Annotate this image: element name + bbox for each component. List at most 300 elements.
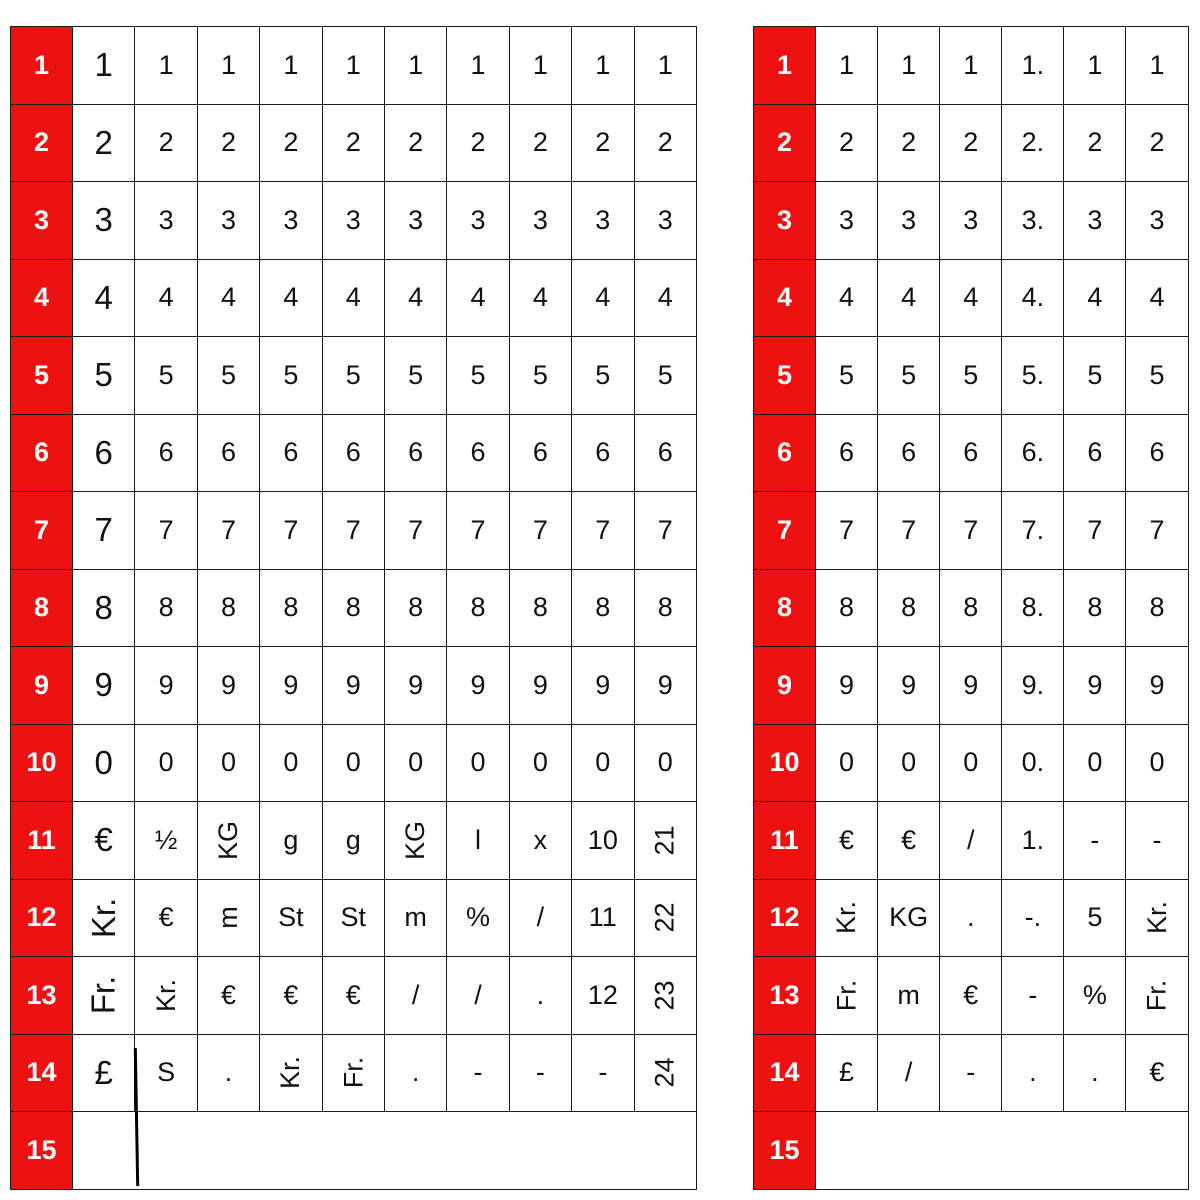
cell-text: 2: [94, 123, 113, 161]
cell-text: 4: [839, 282, 855, 313]
table-cell: [940, 569, 1002, 647]
cell-text: -: [966, 1057, 976, 1088]
cell-text: 4: [345, 282, 361, 313]
cell-text: 7: [158, 514, 174, 545]
cell-text: 1: [345, 49, 361, 80]
cell-text: 4.: [1021, 282, 1045, 313]
table-cell: [816, 724, 878, 802]
table-cell: [509, 724, 571, 802]
cell-text: 5: [408, 359, 424, 390]
table-cell: [509, 1034, 571, 1112]
cell-text: 0: [1087, 747, 1103, 778]
table-cell: [634, 1034, 696, 1112]
table-cell: [878, 957, 940, 1035]
cell-text: €: [220, 979, 236, 1010]
table-cell: [1002, 104, 1064, 182]
table-cell: [260, 27, 322, 105]
cell-text: .: [536, 979, 545, 1010]
cell-text: €: [158, 902, 174, 933]
cell-text: 1.: [1021, 824, 1045, 855]
row-number: 11: [754, 802, 816, 880]
cell-text: 3: [839, 204, 855, 235]
cell-text: 0: [901, 747, 917, 778]
table-cell: [260, 647, 322, 725]
cell-text: 5: [595, 359, 611, 390]
table-cell: [816, 414, 878, 492]
cell-text: 8: [283, 592, 299, 623]
cell-text: 5.: [1021, 359, 1045, 390]
cell-text: 4: [963, 282, 979, 313]
cell-text: 0: [470, 747, 486, 778]
table-cell: [73, 337, 135, 415]
row-number: 8: [754, 569, 816, 647]
table-cell: [509, 104, 571, 182]
table-cell: [447, 104, 509, 182]
table-cell: [572, 104, 634, 182]
table-cell: [1064, 957, 1126, 1035]
cell-text: 1: [94, 46, 113, 84]
cell-text: 9: [1149, 669, 1165, 700]
cell-text: 7: [1149, 514, 1165, 545]
table-cell: [940, 337, 1002, 415]
table-cell: [878, 337, 940, 415]
cell-text: 9: [408, 669, 424, 700]
table-cell: [878, 569, 940, 647]
table-cell: [509, 569, 571, 647]
table-cell: [197, 104, 259, 182]
table-cell: [572, 337, 634, 415]
table-cell: [135, 259, 197, 337]
table-cell: [1064, 182, 1126, 260]
table-cell: [447, 259, 509, 337]
table-cell: [940, 27, 1002, 105]
cell-text: 9: [963, 669, 979, 700]
table-cell: [197, 957, 259, 1035]
table-cell: [135, 1034, 197, 1112]
table-cell: [1126, 259, 1188, 337]
table-row: [11, 569, 697, 647]
table-cell: [816, 259, 878, 337]
table-cell: [384, 259, 446, 337]
table-cell: [73, 414, 135, 492]
cell-text: 3: [657, 204, 673, 235]
cell-text: ½: [154, 824, 178, 855]
table-cell: [260, 492, 322, 570]
table-row: [754, 182, 1189, 260]
table-cell: [384, 569, 446, 647]
table-cell: [572, 1034, 634, 1112]
table-row: [754, 104, 1189, 182]
cell-text: 0: [839, 747, 855, 778]
row-number: 4: [754, 259, 816, 337]
table-cell: [1126, 569, 1188, 647]
table-cell: [73, 1034, 135, 1112]
cell-text: 0: [657, 747, 673, 778]
table-cell: [73, 879, 135, 957]
empty-row-cell: [73, 1112, 697, 1190]
table-cell: [135, 957, 197, 1035]
cell-text: 8: [345, 592, 361, 623]
cell-text: 4: [94, 278, 113, 316]
row-number: 13: [754, 957, 816, 1035]
table-cell: [384, 492, 446, 570]
cell-text: .: [966, 902, 975, 933]
cell-text: 3: [345, 204, 361, 235]
cell-text: 6: [408, 437, 424, 468]
cell-text: KG: [400, 820, 431, 860]
cell-text: %: [466, 902, 491, 933]
cell-text: 6: [220, 437, 236, 468]
cell-text: 6: [901, 437, 917, 468]
table-cell: [447, 27, 509, 105]
cell-text: 0: [158, 747, 174, 778]
table-cell: [878, 647, 940, 725]
table-cell: [940, 879, 1002, 957]
table-cell: [384, 724, 446, 802]
table-row: [11, 337, 697, 415]
table-cell: [1064, 27, 1126, 105]
cell-text: 1: [963, 49, 979, 80]
cell-text: 5: [532, 359, 548, 390]
table-cell: [447, 647, 509, 725]
cell-text: 3: [901, 204, 917, 235]
table-cell: [322, 569, 384, 647]
table-cell: [634, 259, 696, 337]
cell-text: 2: [657, 127, 673, 158]
row-number: 13: [11, 957, 73, 1035]
cell-text: 1: [839, 49, 855, 80]
table-cell: [1002, 1034, 1064, 1112]
row-number: 4: [11, 259, 73, 337]
cell-text: 7: [283, 514, 299, 545]
cell-text: €: [963, 979, 979, 1010]
table-cell: [384, 337, 446, 415]
cell-text: 8: [839, 592, 855, 623]
table-cell: [384, 879, 446, 957]
table-cell: [260, 879, 322, 957]
cell-text: 7: [94, 511, 113, 549]
table-cell: [634, 802, 696, 880]
cell-text: 4: [595, 282, 611, 313]
cell-text: 4: [158, 282, 174, 313]
cell-text: 0: [345, 747, 361, 778]
table-cell: [1126, 414, 1188, 492]
table-cell: [197, 879, 259, 957]
table-cell: [1064, 724, 1126, 802]
table-row: [754, 1112, 1189, 1190]
table-cell: [940, 1034, 1002, 1112]
cell-text: g: [345, 824, 361, 855]
table-cell: [73, 724, 135, 802]
cell-text: 5: [220, 359, 236, 390]
table-row: [11, 182, 697, 260]
cell-text: 9: [657, 669, 673, 700]
table-cell: [1126, 724, 1188, 802]
cell-text: 4: [657, 282, 673, 313]
table-cell: [634, 414, 696, 492]
cell-text: 3: [283, 204, 299, 235]
row-number: 5: [11, 337, 73, 415]
cell-text: 24: [649, 1057, 680, 1088]
cell-text: 8: [1087, 592, 1103, 623]
cell-text: Kr.: [150, 978, 181, 1012]
table-cell: [940, 104, 1002, 182]
table-cell: [260, 1034, 322, 1112]
table-row: [754, 414, 1189, 492]
table-cell: [572, 802, 634, 880]
row-number: 14: [11, 1034, 73, 1112]
table-row: [754, 647, 1189, 725]
cell-text: 5: [345, 359, 361, 390]
cell-text: €: [901, 824, 917, 855]
table-row: [754, 569, 1189, 647]
table-cell: [73, 182, 135, 260]
cell-text: 1: [595, 49, 611, 80]
table-cell: [1126, 1034, 1188, 1112]
table-cell: [1064, 337, 1126, 415]
table-cell: [572, 27, 634, 105]
table-cell: [572, 957, 634, 1035]
cell-text: 9: [595, 669, 611, 700]
table-row: [11, 724, 697, 802]
table-cell: [509, 337, 571, 415]
table-cell: [1126, 182, 1188, 260]
cell-text: m: [212, 906, 243, 929]
table-cell: [940, 647, 1002, 725]
table-cell: [634, 337, 696, 415]
table-row: [11, 259, 697, 337]
table-cell: [1064, 492, 1126, 570]
cell-text: 2: [1087, 127, 1103, 158]
table-cell: [322, 104, 384, 182]
table-cell: [572, 569, 634, 647]
table-cell: [816, 337, 878, 415]
table-cell: [1002, 259, 1064, 337]
cell-text: 2: [963, 127, 979, 158]
row-number: 7: [11, 492, 73, 570]
cell-text: 6: [345, 437, 361, 468]
cell-text: 6: [1149, 437, 1165, 468]
table-cell: [384, 414, 446, 492]
cell-text: 7: [408, 514, 424, 545]
table-cell: [260, 724, 322, 802]
table-cell: [816, 957, 878, 1035]
cell-text: 8.: [1021, 592, 1045, 623]
table-cell: [197, 182, 259, 260]
cell-text: 8: [532, 592, 548, 623]
cell-text: 1: [408, 49, 424, 80]
table-cell: [634, 492, 696, 570]
table-cell: [878, 27, 940, 105]
cell-text: 2: [220, 127, 236, 158]
row-number: 10: [11, 724, 73, 802]
cell-text: 2: [158, 127, 174, 158]
table-cell: [1002, 337, 1064, 415]
table-cell: [816, 104, 878, 182]
cell-text: 1: [283, 49, 299, 80]
cell-text: /: [474, 979, 482, 1010]
table-cell: [816, 492, 878, 570]
row-number: 9: [754, 647, 816, 725]
cell-text: 7: [345, 514, 361, 545]
cell-text: 8: [595, 592, 611, 623]
table-cell: [384, 182, 446, 260]
cell-text: 2: [283, 127, 299, 158]
table-cell: [384, 27, 446, 105]
table-cell: [447, 182, 509, 260]
cell-text: -.: [1024, 902, 1042, 933]
table-cell: [878, 104, 940, 182]
table-cell: [73, 957, 135, 1035]
table-cell: [1002, 182, 1064, 260]
table-row: [754, 957, 1189, 1035]
table-cell: [878, 724, 940, 802]
cell-text: 6: [283, 437, 299, 468]
table-cell: [260, 802, 322, 880]
table-row: [11, 647, 697, 725]
table-cell: [878, 802, 940, 880]
row-number: 2: [754, 104, 816, 182]
cell-text: 5: [283, 359, 299, 390]
cell-text: -: [535, 1057, 545, 1088]
table-row: [11, 27, 697, 105]
table-cell: [1002, 569, 1064, 647]
table-cell: [816, 569, 878, 647]
table-cell: [1064, 259, 1126, 337]
cell-text: 8: [158, 592, 174, 623]
cell-text: 8: [220, 592, 236, 623]
table-cell: [1064, 104, 1126, 182]
table-cell: [1064, 569, 1126, 647]
cell-text: %: [1082, 979, 1107, 1010]
cell-text: -: [1090, 824, 1100, 855]
cell-text: 4: [408, 282, 424, 313]
table-cell: [940, 414, 1002, 492]
cell-text: 0: [283, 747, 299, 778]
cell-text: 2: [345, 127, 361, 158]
table-row: [11, 879, 697, 957]
table-cell: [634, 104, 696, 182]
cell-text: 9: [158, 669, 174, 700]
table-cell: [1002, 879, 1064, 957]
table-cell: [135, 182, 197, 260]
cell-text: /: [966, 824, 975, 855]
cell-text: 3: [220, 204, 236, 235]
table-cell: [73, 802, 135, 880]
row-number: 3: [11, 182, 73, 260]
table-cell: [1126, 879, 1188, 957]
table-cell: [135, 337, 197, 415]
table-cell: [1126, 492, 1188, 570]
table-row: [11, 414, 697, 492]
table-cell: [940, 802, 1002, 880]
row-number: 10: [754, 724, 816, 802]
table-cell: [447, 337, 509, 415]
table-cell: [260, 182, 322, 260]
table-cell: [197, 724, 259, 802]
table-row: [754, 27, 1189, 105]
cell-text: 5: [963, 359, 979, 390]
table-row: [11, 802, 697, 880]
cell-text: 2.: [1021, 127, 1045, 158]
cell-text: 6: [470, 437, 486, 468]
table-cell: [940, 492, 1002, 570]
table-cell: [135, 879, 197, 957]
table-cell: [1126, 27, 1188, 105]
cell-text: -: [473, 1057, 483, 1088]
cell-text: -: [598, 1057, 608, 1088]
cell-text: 6: [158, 437, 174, 468]
table-cell: [1002, 724, 1064, 802]
cell-text: .: [411, 1057, 420, 1088]
table-cell: [572, 259, 634, 337]
table-cell: [509, 259, 571, 337]
cell-text: 23: [649, 980, 680, 1011]
table-cell: [260, 957, 322, 1035]
row-number: 1: [754, 27, 816, 105]
cell-text: 7: [963, 514, 979, 545]
cell-text: 0: [1149, 747, 1165, 778]
table-cell: [572, 414, 634, 492]
cell-text: €: [839, 824, 855, 855]
cell-text: 6: [1087, 437, 1103, 468]
table-cell: [572, 182, 634, 260]
table-cell: [384, 647, 446, 725]
cell-text: Kr.: [1141, 901, 1172, 935]
cell-text: 6: [839, 437, 855, 468]
table-cell: [135, 647, 197, 725]
row-number: 3: [754, 182, 816, 260]
cell-text: 4: [470, 282, 486, 313]
cell-text: 3: [94, 201, 113, 239]
table-cell: [878, 879, 940, 957]
cell-text: 3: [470, 204, 486, 235]
table-cell: [878, 1034, 940, 1112]
cell-text: 2: [532, 127, 548, 158]
table-cell: [135, 802, 197, 880]
table-cell: [1002, 647, 1064, 725]
table-cell: [322, 802, 384, 880]
table-cell: [509, 957, 571, 1035]
table-cell: [1064, 802, 1126, 880]
empty-row-cell: [816, 1112, 1189, 1190]
row-number: 7: [754, 492, 816, 570]
cell-text: 8: [470, 592, 486, 623]
cell-text: 9: [470, 669, 486, 700]
table-cell: [634, 879, 696, 957]
table-cell: [878, 492, 940, 570]
table-cell: [1126, 802, 1188, 880]
table-cell: [384, 802, 446, 880]
cell-text: 9: [532, 669, 548, 700]
table-cell: [73, 104, 135, 182]
table-cell: [322, 27, 384, 105]
cell-text: 12: [587, 979, 618, 1010]
cell-text: 1: [657, 49, 673, 80]
cell-text: 2: [408, 127, 424, 158]
cell-text: g: [283, 824, 299, 855]
cell-text: 0: [532, 747, 548, 778]
table-cell: [135, 724, 197, 802]
table-cell: [447, 492, 509, 570]
table-cell: [135, 414, 197, 492]
table-cell: [197, 259, 259, 337]
table-row: [11, 1034, 697, 1112]
cell-text: 0: [220, 747, 236, 778]
table-cell: [447, 1034, 509, 1112]
cell-text: 8: [408, 592, 424, 623]
cell-text: 5: [901, 359, 917, 390]
